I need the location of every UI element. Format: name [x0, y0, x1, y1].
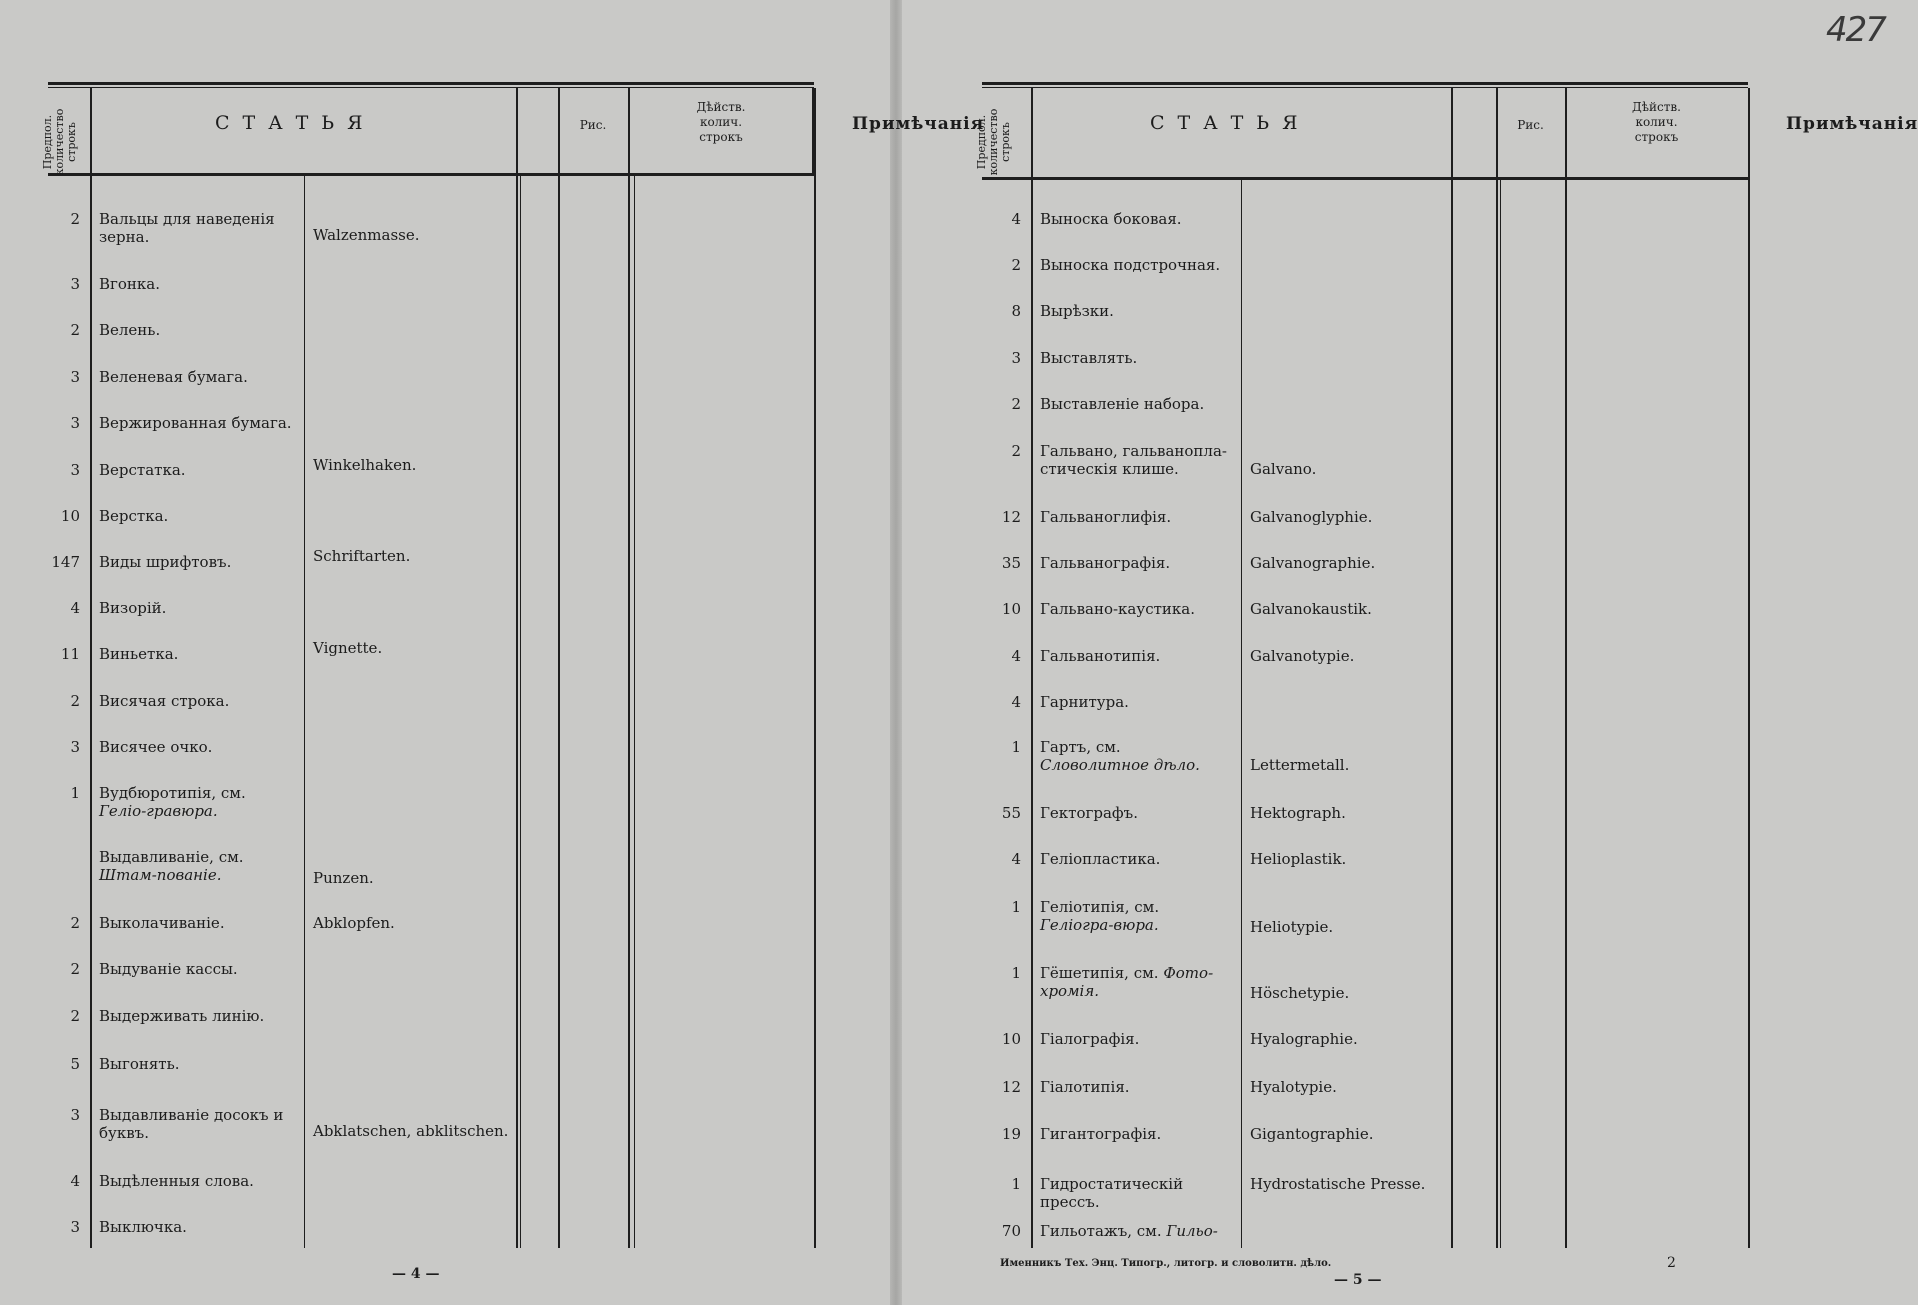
- row-article: Гальваноглифія.: [1040, 508, 1172, 526]
- row-lines-estimated: 3: [70, 1106, 80, 1124]
- column-divider: [814, 88, 816, 1248]
- row-lines-estimated: 4: [70, 599, 80, 617]
- header-article: СТАТЬЯ: [215, 112, 376, 134]
- row-article: Гигантографія.: [1040, 1125, 1162, 1143]
- row-article: Геліопластика.: [1040, 850, 1161, 868]
- header-top-rule: [982, 82, 1748, 85]
- row-german-term: Lettermetall.: [1250, 756, 1350, 774]
- row-german-term: Walzenmasse.: [313, 226, 420, 244]
- row-article: Верстатка.: [99, 461, 186, 479]
- row-article: Вырѣзки.: [1040, 302, 1114, 320]
- row-article: Вальцы для наведенія зерна.: [99, 210, 275, 246]
- left-page-number: — 4 —: [392, 1266, 440, 1282]
- column-divider: [90, 88, 92, 1248]
- header-actual-line-1: Дѣйств.: [1632, 100, 1681, 114]
- row-lines-estimated: 3: [70, 275, 80, 293]
- row-article-reference: Штам-пованіе.: [99, 866, 222, 884]
- row-lines-estimated: 1: [1011, 898, 1021, 916]
- row-article: Выдѣленныя слова.: [99, 1172, 254, 1190]
- column-divider: [1031, 88, 1033, 1248]
- row-lines-estimated: 10: [1001, 1030, 1021, 1048]
- header-actual-line-2: колич.: [699, 115, 743, 129]
- row-german-term: Galvanotypie.: [1250, 647, 1355, 665]
- row-german-term: Punzen.: [313, 869, 374, 887]
- row-article-text: Гёшетипія, см.: [1040, 964, 1164, 982]
- column-divider-thin: [634, 176, 635, 1248]
- row-german-term: Galvanokaustik.: [1250, 600, 1372, 618]
- header-figures: Рис.: [1517, 118, 1544, 132]
- row-german-term: Galvanoglyphie.: [1250, 508, 1373, 526]
- header-bottom-rule: [982, 177, 1748, 180]
- row-article: Верстка.: [99, 507, 169, 525]
- row-article: Выноска подстрочная.: [1040, 256, 1221, 274]
- row-german-term: Abklopfen.: [313, 914, 395, 932]
- row-article-text: Геліотипія, см.: [1040, 898, 1160, 916]
- row-article: Гіалотипія.: [1040, 1078, 1130, 1096]
- row-article: Висячее очко.: [99, 738, 213, 756]
- column-divider-thin: [1500, 180, 1501, 1248]
- row-german-term: Gigantographie.: [1250, 1125, 1374, 1143]
- header-article: СТАТЬЯ: [1150, 112, 1311, 134]
- row-german-term: Hyalographie.: [1250, 1030, 1358, 1048]
- row-german-term: Winkelhaken.: [313, 456, 417, 474]
- row-german-term: Galvanographie.: [1250, 554, 1376, 572]
- row-article-reference: Гильо-: [1166, 1222, 1218, 1240]
- row-article: [1040, 1222, 1232, 1240]
- header-actual-line-3: строкъ: [699, 130, 743, 144]
- row-article-text: Гильотажъ, см.: [1040, 1222, 1167, 1240]
- row-article: Висячая строка.: [99, 692, 230, 710]
- row-article: Визорій.: [99, 599, 167, 617]
- row-article: Выгонять.: [99, 1055, 180, 1073]
- row-article: Выдавливаніе досокъ и буквъ.: [99, 1106, 284, 1142]
- row-article: Гарнитура.: [1040, 693, 1129, 711]
- column-divider-thin: [1241, 180, 1242, 1248]
- header-figures: Рис.: [579, 118, 607, 132]
- row-lines-estimated: 2: [70, 692, 80, 710]
- header-top-rule: [48, 82, 814, 85]
- row-article-reference: Словолитное дѣло.: [1040, 756, 1200, 774]
- row-lines-estimated: 2: [70, 914, 80, 932]
- row-article-text: Гартъ, см.: [1040, 738, 1121, 756]
- row-lines-estimated: 2: [70, 321, 80, 339]
- row-lines-estimated: 70: [1001, 1222, 1021, 1240]
- row-article: [1040, 964, 1232, 1000]
- row-lines-estimated: 4: [1011, 850, 1021, 868]
- row-article: Веленевая бумага.: [99, 368, 248, 386]
- header-top-rule-thin: [48, 87, 814, 88]
- row-lines-estimated: 1: [1011, 964, 1021, 982]
- row-lines-estimated: 2: [1011, 442, 1021, 460]
- row-lines-estimated: 12: [1001, 508, 1021, 526]
- header-notes: Примѣчанія: [1786, 114, 1918, 134]
- row-lines-estimated: 11: [60, 645, 80, 663]
- row-article: [99, 784, 295, 820]
- row-lines-estimated: 2: [1011, 395, 1021, 413]
- row-article: Гіалографія.: [1040, 1030, 1140, 1048]
- row-article: Велень.: [99, 321, 161, 339]
- right-page-number: — 5 —: [1334, 1272, 1382, 1288]
- header-lines-estimated: Предпол. количество строкъ: [41, 108, 78, 176]
- row-german-term: Schriftarten.: [313, 547, 411, 565]
- header-notes: Примѣчанія: [852, 114, 985, 134]
- header-top-rule-thin: [982, 87, 1748, 88]
- header-actual-lines: [1567, 100, 1746, 145]
- row-german-term: Hyalotypie.: [1250, 1078, 1337, 1096]
- row-lines-estimated: 4: [1011, 647, 1021, 665]
- row-article: Вержированная бумага.: [99, 414, 292, 432]
- row-lines-estimated: 2: [70, 960, 80, 978]
- column-divider-thin: [1565, 180, 1566, 1248]
- column-divider: [1451, 88, 1453, 1248]
- row-article: Выдерживать линію.: [99, 1007, 265, 1025]
- row-article: [1040, 898, 1232, 934]
- imprint-line: Именникъ Тех. Энц. Типогр., литогр. и словолитн. дѣло.: [1000, 1258, 1332, 1269]
- row-article-reference: Геліогра-вюра.: [1040, 916, 1159, 934]
- row-lines-estimated: 3: [70, 461, 80, 479]
- row-lines-estimated: 4: [1011, 210, 1021, 228]
- row-article: Гальвано, гальванопла-стическія клише.: [1040, 442, 1227, 478]
- row-lines-estimated: 2: [70, 1007, 80, 1025]
- row-german-term: Hydrostatische Presse.: [1250, 1175, 1426, 1193]
- column-divider: [558, 88, 560, 1248]
- row-lines-estimated: 35: [1001, 554, 1021, 572]
- row-article: [99, 848, 295, 884]
- column-divider: [628, 88, 630, 1248]
- row-lines-estimated: 3: [70, 414, 80, 432]
- row-german-term: Hektograph.: [1250, 804, 1346, 822]
- row-article: Выколачиваніе.: [99, 914, 225, 932]
- row-article: Виды шрифтовъ.: [99, 553, 232, 571]
- column-divider-thin: [304, 176, 305, 1248]
- row-lines-estimated: 3: [1011, 349, 1021, 367]
- row-article: Гектографъ.: [1040, 804, 1138, 822]
- row-lines-estimated: 10: [1001, 600, 1021, 618]
- header-actual-lines: [630, 100, 812, 145]
- row-article: Вгонка.: [99, 275, 160, 293]
- row-lines-estimated: 3: [70, 368, 80, 386]
- row-lines-estimated: 5: [70, 1055, 80, 1073]
- row-article: [1040, 738, 1232, 774]
- column-divider: [516, 88, 518, 1248]
- signature-mark: 2: [1667, 1255, 1676, 1271]
- row-lines-estimated: 1: [1011, 1175, 1021, 1193]
- row-article-text: Вудбюротипія, см.: [99, 784, 246, 802]
- row-german-term: Heliotypie.: [1250, 918, 1334, 936]
- header-lines-estimated: Предпол. количество строкъ: [975, 108, 1012, 176]
- row-german-term: Helioplastik.: [1250, 850, 1347, 868]
- row-article-reference: Фото-хромія.: [1040, 964, 1214, 1000]
- row-lines-estimated: 4: [70, 1172, 80, 1190]
- book-spine: [890, 0, 902, 1305]
- row-lines-estimated: 3: [70, 738, 80, 756]
- row-lines-estimated: 8: [1011, 302, 1021, 320]
- column-divider-thin: [520, 176, 521, 1248]
- header-bottom-rule: [48, 173, 814, 176]
- row-lines-estimated: 3: [70, 1218, 80, 1236]
- header-actual-line-1: Дѣйств.: [696, 100, 746, 114]
- header-actual-line-3: строкъ: [1634, 130, 1679, 144]
- row-article: Выставленіе набора.: [1040, 395, 1205, 413]
- row-lines-estimated: 147: [51, 553, 80, 571]
- row-article: Гальвано-каустика.: [1040, 600, 1195, 618]
- column-divider: [1496, 88, 1498, 1248]
- row-german-term: Abklatschen, abklitschen.: [313, 1122, 509, 1140]
- row-article-text: Выдавливаніе, см.: [99, 848, 244, 866]
- row-article: Виньетка.: [99, 645, 179, 663]
- header-actual-line-2: колич.: [1635, 115, 1678, 129]
- row-lines-estimated: 2: [1011, 256, 1021, 274]
- row-article: Выноска боковая.: [1040, 210, 1182, 228]
- row-lines-estimated: 55: [1001, 804, 1021, 822]
- row-lines-estimated: 4: [1011, 693, 1021, 711]
- row-lines-estimated: 10: [60, 507, 80, 525]
- row-article: Гальванографія.: [1040, 554, 1171, 572]
- row-german-term: Höschetypie.: [1250, 984, 1350, 1002]
- row-lines-estimated: 1: [1011, 738, 1021, 756]
- row-lines-estimated: 1: [70, 784, 80, 802]
- row-article-reference: Геліо-гравюра.: [99, 802, 218, 820]
- row-lines-estimated: 19: [1001, 1125, 1021, 1143]
- row-german-term: Vignette.: [313, 639, 383, 657]
- row-article: Выключка.: [99, 1218, 187, 1236]
- row-article: Гидростатическій прессъ.: [1040, 1175, 1184, 1211]
- row-article: Выдуваніе кассы.: [99, 960, 238, 978]
- table-right-border: [812, 88, 814, 176]
- row-lines-estimated: 12: [1001, 1078, 1021, 1096]
- row-article: Выставлять.: [1040, 349, 1138, 367]
- column-divider: [1748, 88, 1750, 1248]
- handwritten-folio: 427: [1826, 10, 1885, 50]
- row-lines-estimated: 2: [70, 210, 80, 228]
- row-german-term: Galvano.: [1250, 460, 1317, 478]
- row-article: Гальванотипія.: [1040, 647, 1161, 665]
